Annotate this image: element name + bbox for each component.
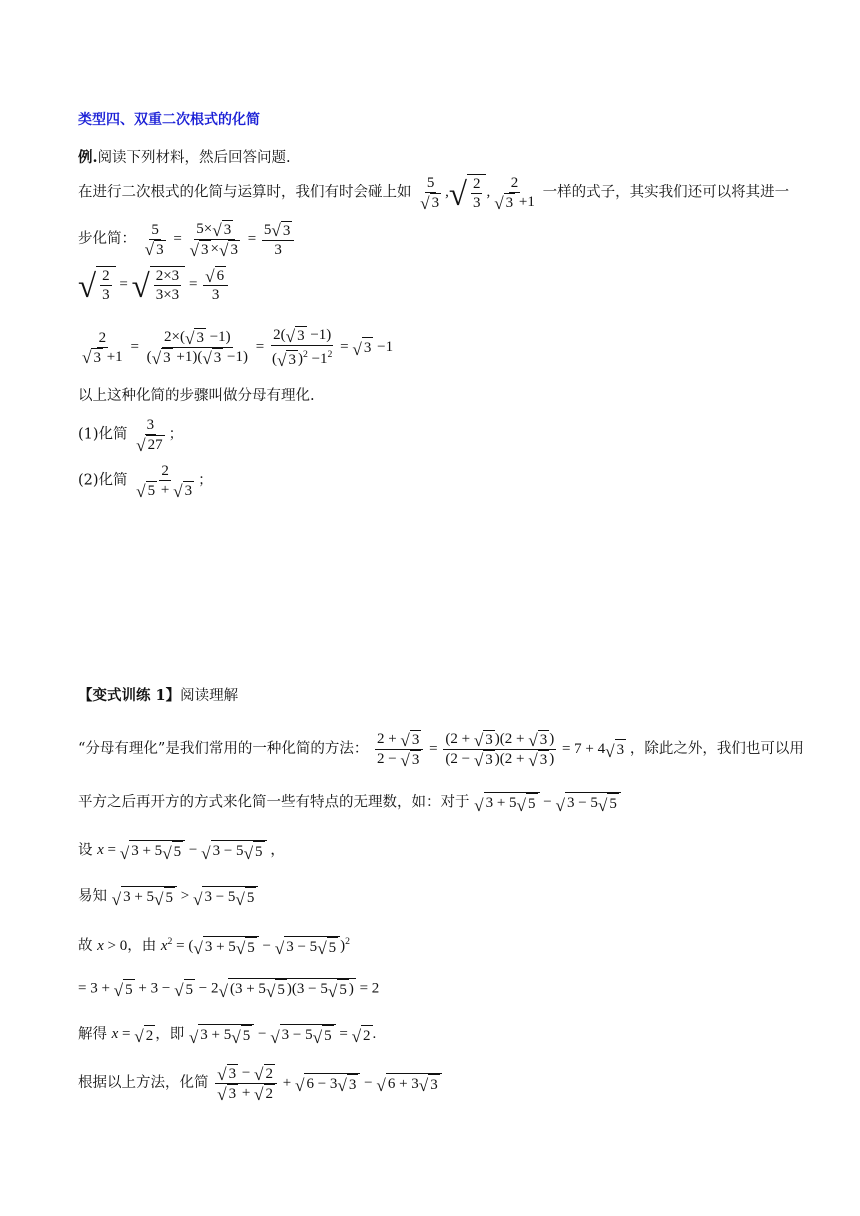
hence-label: 故 [78,938,93,954]
intro-text-a: 在进行二次根式的化简与运算时，我们有时会碰上如 [78,184,412,201]
q1-semicolon: ； [168,426,184,443]
formula-examples: 5 √ 3 , √ $\frac{2}{3}$ , 2 √ 3 +1 [420,175,535,214]
example-label: 例. [78,149,98,166]
easy-label: 易知 [78,888,107,905]
variant-line-5: 故 x > 0，由 $x^2$ = ( √ 3 + 5 √ 5 − √ 3 − 5 √ 5 )$^2$ [78,936,351,959]
variant-title-rest: 阅读理解 [180,688,239,704]
step-label: 步化简： [78,231,136,247]
ie-label: ，即 [155,1026,185,1043]
final-label: 根据以上方法，化简 [78,1075,209,1091]
formula-step-2: √ $\frac{2}{3}$ = √ $\frac{2\times 3}{3\times 3}$ = √ 6 3 [78,266,230,304]
example-prompt: 阅读下列材料，然后回答问题. [97,150,291,166]
line2-text: 平方之后再开方的方式来化简一些有特点的无理数，如：对于 [78,794,470,811]
q1-label: (1)化简 [78,426,128,443]
set-label: 设 [78,842,93,859]
variant-line-7: 解得 x = √ 2 ，即 √ 3 + 5 √ 5 − √ 3 − 5 √ 5 = √ 2 . [78,1024,376,1046]
variant-line-3: 设 x = √ 3 + 5 √ 5 − √ 3 − 5 √ 5 ， [78,840,285,862]
variant-title [78,686,238,706]
variant-line-1 [78,730,804,769]
from-label: ，由 [127,938,157,954]
formula-rationalize: 2 + √ 3 2 − √ 3 = (2 + √ 3 )(2 + √ 3 ) (2 − √ 3 )(2 + √ 3 ) = 7 + 4 √ 3 [376,730,625,770]
example-step-1 [78,220,296,259]
question-1: (1)化简 3 √ 27 ； [78,417,184,455]
example-intro [78,148,291,168]
solve-label: 解得 [78,1026,107,1043]
question-2: (2)化简 2 √ 5 + √ 3 ； [78,463,213,501]
variant-line-8: 根据以上方法，化简 √ 3 − √ 2 √ 3 + √ 2 + √ 6 − 3 √ 3 − √ 6 + 3 √ 3 [78,1064,442,1103]
variant-line-4: 易知 √ 3 + 5 √ 5 > √ 3 − 5 √ 5 [78,886,258,908]
variant-line-6: = 3 + √ 5 + 3 − √ 5 − 2 √ (3 + 5 √ 5 )(3 − 5 √ 5 ) = 2 [78,978,379,1000]
line1-text-b: ，除此之外，我们也可以用 [629,741,804,757]
q2-semicolon: ； [198,472,213,489]
line1-text-a: “分母有理化”是我们常用的一种化简的方法： [78,741,369,757]
section-title: 类型四、双重二次根式的化简 [78,112,260,128]
formula-step-1: 5 √ 3 = 5× √ 3 √ 3 × √ 3 = 5 √ 3 3 [141,231,297,247]
variant-line-2: 平方之后再开方的方式来化简一些有特点的无理数，如：对于 √ 3 + 5 √ 5 − √ 3 − 5 √ 5 [78,792,621,814]
example-intro-line [78,174,789,212]
q2-label: (2)化简 [78,472,128,489]
conclusion: 以上这种化简的步骤叫做分母有理化. [78,388,315,404]
variant-title-bold: 【变式训练 1】 [78,687,181,704]
formula-step-3: 2 √ 3 +1 = 2×( √ 3 −1) ( √ 3 +1)( √ 3 −1) = 2( √ 3 −1) ( √ 3 )$^2 -1^2$ = √ 3 −1 [82,326,394,370]
intro-text-b: 一样的式子，其实我们还可以将其进一 [542,184,790,201]
